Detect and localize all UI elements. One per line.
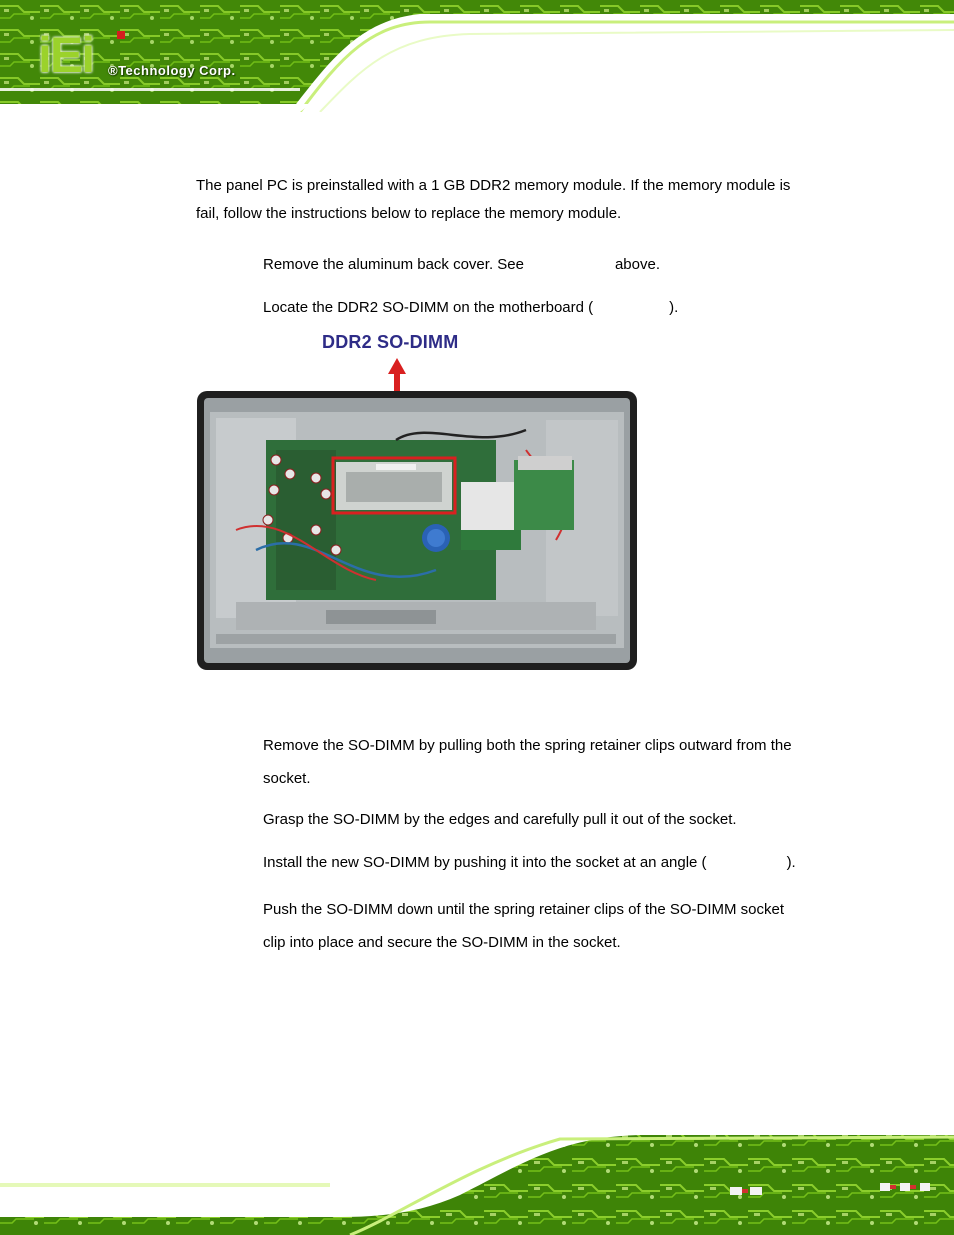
step-text: Install the new SO-DIMM by pushing it into the socket at an angle ( [263,854,707,871]
figure-callout-label: DDR2 SO-DIMM [322,332,459,352]
step-install-sodimm [263,849,796,877]
step-text: Remove the aluminum back cover. See [263,256,524,273]
circuit-board-footer-graphic [0,1125,954,1235]
step-text: ). [786,854,796,871]
step-line: Grasp the SO-DIMM by the edges and carefully pull it out of the socket. [263,811,737,828]
logo-tagline: ®Technology Corp. [108,63,236,78]
step-line: socket. [263,770,311,787]
intro-line: fail, follow the instructions below to replace the memory module. [196,205,622,222]
step-line: clip into place and secure the SO-DIMM in the socket. [263,934,621,951]
footer-banner [0,1125,954,1235]
header-banner [0,0,954,112]
step-remove-cover [263,251,660,279]
step-line: Push the SO-DIMM down until the spring retainer clips of the SO-DIMM socket [263,901,785,918]
step-text: above. [614,256,661,273]
intro-paragraph [196,172,790,228]
step-grasp-sodimm [263,806,737,834]
intro-line: The panel PC is preinstalled with a 1 GB DDR2 memory module. If the memory module is [196,177,791,194]
motherboard-photo [196,390,638,671]
step-push-sodimm [263,893,784,959]
step-text: Locate the DDR2 SO-DIMM on the motherboard ( [263,299,594,316]
logo-dot [117,31,125,39]
step-remove-sodimm [263,729,792,795]
step-line: Remove the SO-DIMM by pulling both the spring retainer clips outward from the [263,737,792,754]
circuit-board-banner-graphic [0,0,954,112]
step-locate-sodimm [263,294,678,322]
logo-mark: iEi [38,27,94,83]
step-text: ). [669,299,679,316]
